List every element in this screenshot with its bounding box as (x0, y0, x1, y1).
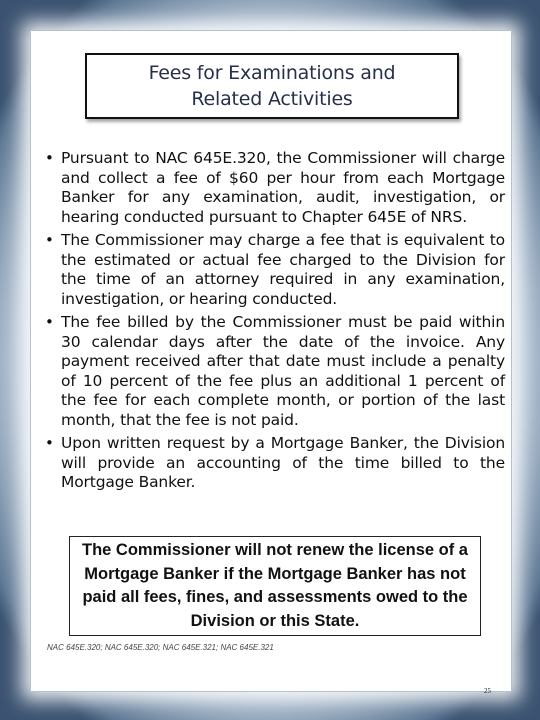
bullet-dot: • (45, 313, 54, 331)
notice-box (69, 536, 481, 636)
title-line-1: Fees for Examinations and (148, 62, 396, 84)
bullet-dot: • (45, 149, 54, 167)
bullet-text: Upon written request by a Mortgage Banker, the Division will provide an accounting of the time billed to the Mortgage Banker. (61, 434, 505, 491)
page-title (122, 60, 422, 112)
notice-text: The Commissioner will not renew the license of a Mortgage Banker if the Mortgage Banker has not paid all fees, fines, and assessments owed to the Division or this State. (81, 541, 468, 630)
bullet-dot: • (45, 434, 54, 452)
title-box (85, 53, 459, 119)
slide (30, 30, 512, 695)
bullet-text: The Commissioner may charge a fee that is equivalent to the estimated or actual fee charged to the Division for the time of an attorney required in any examination, investigation, or hearing conducted. (61, 231, 505, 308)
bullet-list (45, 149, 505, 497)
bullet-item (45, 313, 505, 430)
bullet-item (45, 231, 505, 309)
bullet-text: The fee billed by the Commissioner must be paid within 30 calendar days after the date of the invoice. Any payment received after that date must include a penalty of 10 percent of the fee plus an additional 1 percent of the fee for each complete month, or portion of the last month, that the fee is not paid. (61, 313, 505, 429)
title-line-2: Related Activities (191, 88, 353, 110)
bullet-text: Pursuant to NAC 645E.320, the Commissioner will charge and collect a fee of $60 per hour from each Mortgage Banker for any examination, audit, investigation, or hearing conducted pursuant to Chapter 645E of NRS. (61, 149, 505, 226)
citation: NAC 645E.320; NAC 645E.320; NAC 645E.321; NAC 645E.321 (47, 643, 274, 652)
bullet-dot: • (45, 231, 54, 249)
page-number: 25 (484, 687, 491, 695)
bullet-item (45, 434, 505, 493)
bullet-item (45, 149, 505, 227)
